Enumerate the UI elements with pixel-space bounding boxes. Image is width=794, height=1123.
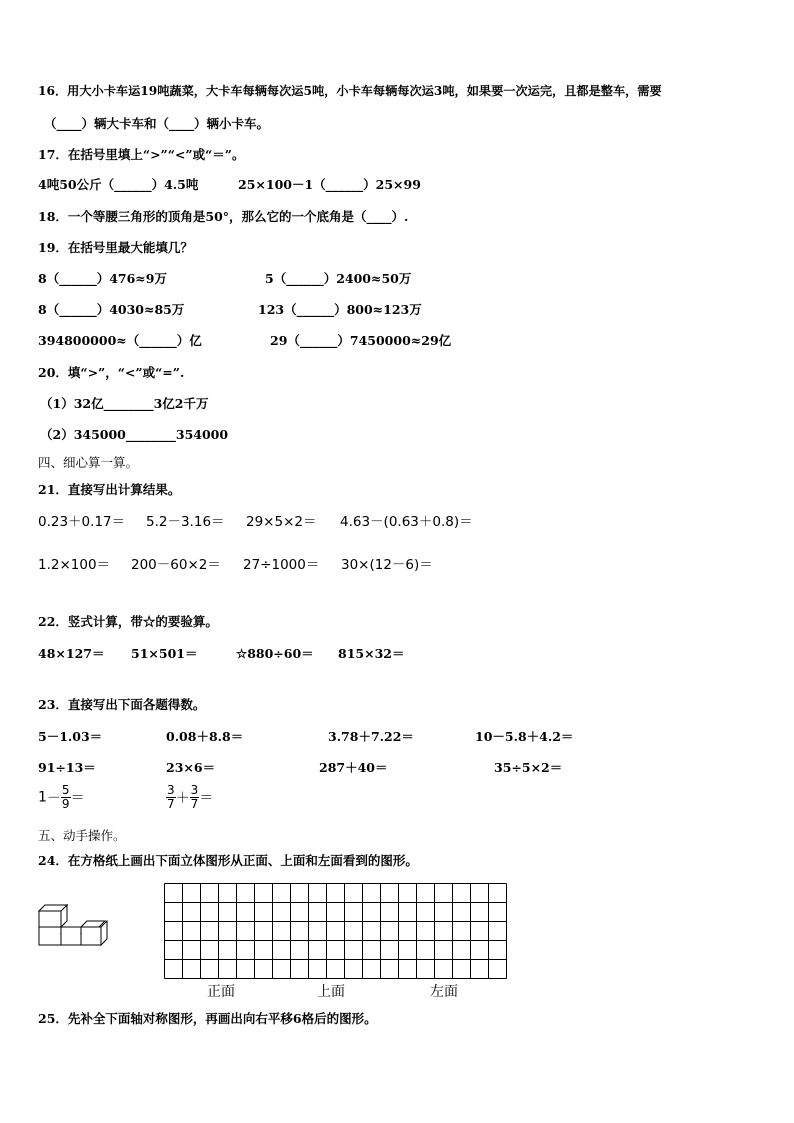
section-heading-5: 五、动手操作。 [38,828,126,843]
view-label-left: 左面 [430,984,458,1000]
q22-expr: ☆880÷60＝ [236,646,314,661]
fraction-numerator: 3 [190,783,199,797]
q21-expr: 0.23＋0.17＝ [38,514,126,530]
q22-expr: 48×127＝ [38,646,105,661]
q20-title: 20．填“>”，“<”或“=”. [38,365,185,380]
fraction-numerator: 3 [167,783,175,797]
q21-expr: 4.63－(0.63＋0.8)＝ [340,514,473,530]
q21-expr: 30×(12－6)＝ [341,557,433,573]
grid-paper[interactable] [164,883,507,979]
view-label-front: 正面 [207,984,235,1000]
q21-expr: 1.2×100＝ [38,557,111,573]
section-heading-4: 四、细心算一算。 [38,455,139,470]
q20-item: （2）345000________354000 [40,427,229,442]
q21-expr: 27÷1000＝ [243,557,320,573]
q21-expr: 200－60×2＝ [131,557,221,573]
q23-expr: 5－1.03＝ [38,729,103,744]
q24-title: 24．在方格纸上画出下面立体图形从正面、上面和左面看到的图形。 [38,853,418,868]
fraction-denominator: 9 [61,797,70,811]
fraction-operator: － [46,790,61,807]
q21-expr: 5.2－3.16＝ [146,514,225,530]
q19-item: 8（______）476≈9万 [38,271,167,286]
q22-expr: 815×32＝ [338,646,405,661]
q19-item: 394800000≈（______）亿 [38,333,202,348]
q25-title: 25．先补全下面轴对称图形，再画出向右平移6格后的图形。 [38,1011,377,1026]
q23-expr: 3.78＋7.22＝ [328,729,414,744]
q21-title: 21．直接写出计算结果。 [38,482,181,497]
fraction-denominator: 7 [190,797,199,811]
q22-title: 22．竖式计算，带☆的要验算。 [38,614,218,629]
q23-expr: 0.08＋8.8＝ [166,729,244,744]
q23-fraction-expr-2 [166,784,213,811]
q19-item: 5（______）2400≈50万 [265,271,412,286]
fraction [61,784,71,811]
cube-stack-figure [34,903,114,959]
q16-line2: （____）辆大卡车和（____）辆小卡车。 [44,116,270,131]
q20-item: （1）32亿________3亿2千万 [40,396,209,411]
q23-fraction-expr-1 [38,784,85,811]
q23-expr: 35÷5×2＝ [494,760,563,775]
q23-expr: 287＋40＝ [319,760,388,775]
q19-item: 29（______）7450000≈29亿 [270,333,452,348]
q23-expr: 23×6＝ [166,760,216,775]
fraction-whole: 1 [38,789,47,806]
q17-item-b: 25×100－1（______）25×99 [238,177,421,192]
view-label-top: 上面 [317,984,345,1000]
q23-expr: 10－5.8＋4.2＝ [475,729,574,744]
fraction [166,784,176,811]
q23-expr: 91÷13＝ [38,760,96,775]
fraction-operator: ＋ [175,790,190,807]
fraction-numerator: 5 [61,783,70,797]
q17-title: 17．在括号里填上“>”“<”或“＝”。 [38,147,245,162]
fraction-denominator: 7 [167,797,175,811]
fraction-equals: ＝ [70,790,85,807]
q18-title: 18．一个等腰三角形的顶角是50°，那么它的一个底角是（____）. [38,209,409,224]
q19-item: 8（______）4030≈85万 [38,302,185,317]
q16-line1: 16．用大小卡车运19吨蔬菜，大卡车每辆每次运5吨，小卡车每辆每次运3吨，如果要一次运完，且都是整车，需要 [38,84,662,98]
q19-item: 123（______）800≈123万 [258,302,422,317]
q21-expr: 29×5×2＝ [246,514,317,530]
q23-title: 23．直接写出下面各题得数。 [38,697,206,712]
fraction-equals: ＝ [199,790,214,807]
fraction [190,784,200,811]
q19-title: 19．在括号里最大能填几？ [38,240,193,255]
q22-expr: 51×501＝ [131,646,198,661]
q17-item-a: 4吨50公斤（______）4.5吨 [38,177,199,192]
